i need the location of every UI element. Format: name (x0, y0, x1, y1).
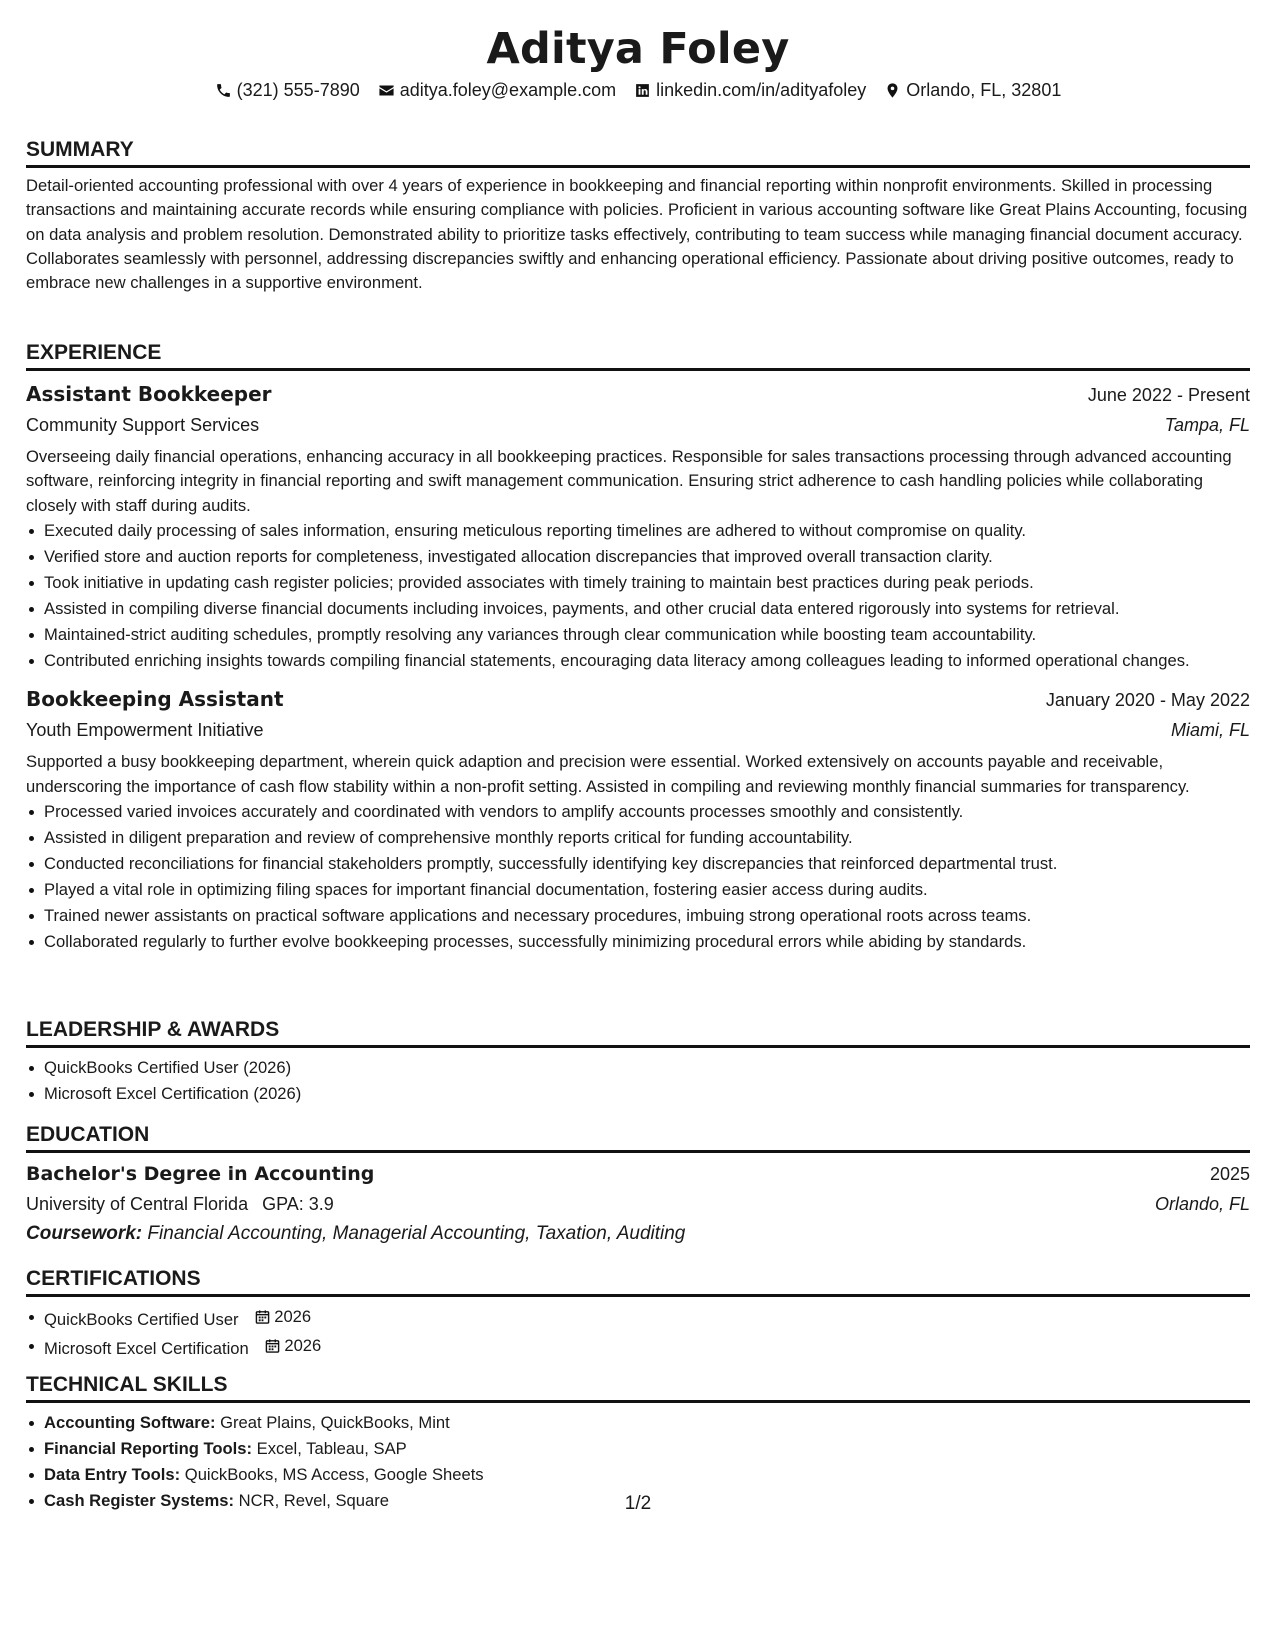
list-item: Trained newer assistants on practical software applications and necessary procedures, imbuing strong operational roots across teams. (26, 904, 1250, 928)
cert-date (255, 1305, 311, 1329)
calendar-icon (255, 1309, 270, 1325)
job-date: January 2020 - May 2022 (1045, 690, 1250, 711)
list-item: Assisted in compiling diverse financial documents including invoices, payments, and other crucial data entered rigorously into systems for retrieval. (26, 597, 1250, 621)
section-title-leadership: LEADERSHIP & AWARDS (26, 1017, 1250, 1048)
education-section (26, 1122, 1250, 1249)
list-item: Maintained-strict auditing schedules, promptly resolving any variances through clear communication while boosting team accountability. (26, 623, 1250, 647)
job-bullets (26, 800, 1250, 954)
job-bullets (26, 519, 1250, 673)
skill-label: Cash Register Systems: (44, 1490, 234, 1510)
school-line (26, 1189, 334, 1219)
skill-value: QuickBooks, MS Access, Google Sheets (184, 1464, 484, 1484)
list-item (26, 1411, 1250, 1435)
job-description: Overseeing daily financial operations, enhancing accuracy in all bookkeeping practices. Responsible for sales transactions processing through advanced accounting software, reinforcing integrity in financial reporting and swift management communication. Ensuring strict adherence to cash handling policies while collaborating closely with staff during audits. (26, 447, 1232, 515)
list-item: Contributed enriching insights towards compiling financial statements, encouraging data literacy among colleagues leading to informed operational changes. (26, 649, 1250, 673)
contact-bar (26, 78, 1250, 102)
list-item (26, 1463, 1250, 1487)
cert-year: 2026 (284, 1336, 322, 1356)
email-text: aditya.foley@example.com (399, 80, 617, 100)
school-location: Orlando, FL (1154, 1194, 1250, 1214)
list-item (26, 1437, 1250, 1461)
cert-date (265, 1334, 321, 1358)
coursework (26, 1219, 1250, 1249)
coursework-list: Financial Accounting, Managerial Accounting, Taxation, Auditing (147, 1223, 686, 1244)
gpa: GPA: 3.9 (262, 1194, 334, 1214)
job-title: Assistant Bookkeeper (26, 382, 272, 406)
experience-section (26, 340, 1250, 954)
list-item: Microsoft Excel Certification (2026) (26, 1082, 1250, 1106)
linkedin-text: linkedin.com/in/adityafoley (656, 80, 867, 100)
map-pin-icon (884, 82, 901, 99)
contact-linkedin[interactable] (634, 78, 866, 102)
list-item: Collaborated regularly to further evolve bookkeeping processes, successfully minimizing procedural errors while abiding by standards. (26, 930, 1250, 954)
job-title: Bookkeeping Assistant (26, 687, 284, 712)
section-title-certifications: CERTIFICATIONS (26, 1266, 1250, 1297)
resume-page (26, 0, 1250, 1650)
job-description: Supported a busy bookkeeping department, wherein quick adaption and precision were essential. Worked extensively on accounts payable and receivable, underscoring the importance of cash flow stability within a non-profit setting. Assisted in compiling and reviewing monthly financial summaries for transparency. (26, 752, 1190, 796)
job-entry (26, 379, 1250, 673)
list-item: QuickBooks Certified User (2026) (26, 1056, 1250, 1080)
graduation-year: 2025 (1209, 1164, 1250, 1184)
certifications-list (26, 1305, 1250, 1361)
skill-value: Excel, Tableau, SAP (256, 1438, 407, 1458)
section-title-skills: TECHNICAL SKILLS (26, 1372, 1250, 1403)
degree: Bachelor's Degree in Accounting (26, 1163, 375, 1185)
linkedin-icon (634, 82, 651, 99)
job-company: Community Support Services (26, 415, 260, 435)
summary-section (26, 137, 1250, 295)
school-name: University of Central Florida (26, 1194, 249, 1214)
candidate-name: Aditya Foley (486, 24, 790, 74)
calendar-icon (265, 1338, 280, 1354)
section-title-education: EDUCATION (26, 1122, 1250, 1153)
list-item: Executed daily processing of sales information, ensuring meticulous reporting timelines are adhered to without compromise on quality. (26, 519, 1250, 543)
skill-label: Accounting Software: (44, 1413, 216, 1432)
skill-label: Data Entry Tools: (44, 1464, 181, 1484)
contact-phone[interactable] (215, 78, 360, 102)
cert-year: 2026 (274, 1307, 312, 1326)
page-number: 1/2 (624, 1493, 652, 1514)
leadership-list (26, 1056, 1250, 1106)
certifications-section (26, 1266, 1250, 1361)
leadership-section (26, 1017, 1250, 1106)
contact-email[interactable] (378, 78, 616, 102)
list-item: Processed varied invoices accurately and coordinated with vendors to amplify accounts processes smoothly and consistently. (26, 800, 1250, 824)
job-date: June 2022 - Present (1087, 385, 1250, 405)
list-item: Took initiative in updating cash register policies; provided associates with timely training to maintain best practices during peak periods. (26, 571, 1250, 595)
coursework-label: Coursework: (26, 1223, 143, 1244)
skill-label: Financial Reporting Tools: (44, 1438, 253, 1458)
list-item: Assisted in diligent preparation and review of comprehensive monthly reports critical for funding accountability. (26, 826, 1250, 850)
cert-name: QuickBooks Certified User (44, 1310, 239, 1330)
location-text: Orlando, FL, 32801 (906, 80, 1062, 100)
section-title-experience: EXPERIENCE (26, 340, 1250, 371)
list-item: Verified store and auction reports for completeness, investigated allocation discrepancies that improved overall transaction clarity. (26, 545, 1250, 569)
phone-text: (321) 555-7890 (236, 80, 360, 100)
section-title-summary: SUMMARY (26, 137, 1250, 168)
contact-location (884, 78, 1061, 102)
summary-text: Detail-oriented accounting professional with over 4 years of experience in bookkeeping and financial reporting within nonprofit environments. Skilled in processing transactions and maintaining accurate records while ensuring compliance with policies. Proficient in various accounting software like Great Plains Accounting, focusing on data analysis and problem resolution. Demonstrated ability to prioritize tasks effectively, contributing to team success while managing financial document accuracy. Collaborates seamlessly with personnel, addressing discrepancies swiftly and enhancing operational efficiency. Passionate about driving positive outcomes, ready to embrace new challenges in a supportive environment. (26, 176, 1248, 293)
skill-value: NCR, Revel, Square (238, 1490, 389, 1510)
skill-value: Great Plains, QuickBooks, Mint (220, 1413, 450, 1432)
list-item (26, 1334, 1250, 1361)
job-company: Youth Empowerment Initiative (26, 720, 264, 741)
list-item: Played a vital role in optimizing filing spaces for important financial documentation, fostering easier access during audits. (26, 878, 1250, 902)
list-item (26, 1305, 1250, 1332)
job-location: Miami, FL (1170, 720, 1250, 741)
phone-icon (215, 82, 232, 99)
envelope-icon (378, 82, 395, 99)
cert-name: Microsoft Excel Certification (44, 1339, 249, 1359)
list-item: Conducted reconciliations for financial stakeholders promptly, successfully identifying key discrepancies that reinforced departmental trust. (26, 852, 1250, 876)
job-location: Tampa, FL (1164, 415, 1250, 435)
job-entry (26, 684, 1250, 954)
